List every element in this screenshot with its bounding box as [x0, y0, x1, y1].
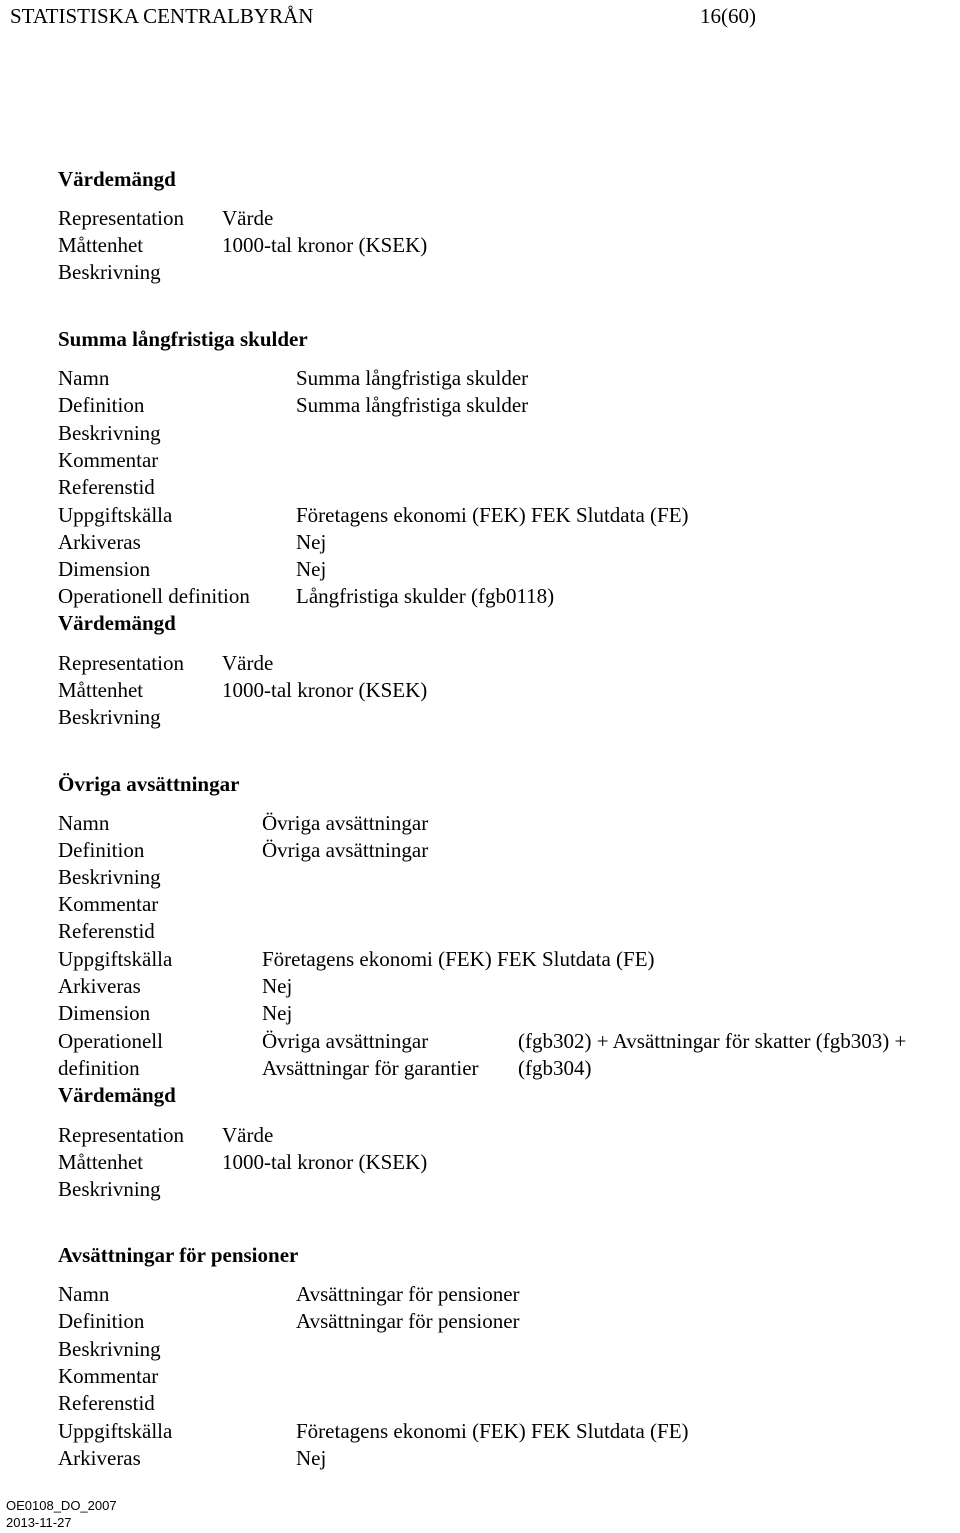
archived-label: Arkiveras — [58, 1446, 141, 1470]
name-value: Avsättningar för pensioner — [296, 1282, 520, 1306]
representation-label: Representation — [58, 1123, 184, 1147]
representation-value: Värde — [222, 1123, 274, 1147]
operational-definition-value: (fgb304) — [518, 1056, 592, 1080]
operational-definition-label: Operationell definition — [58, 584, 250, 608]
value-domain-heading: Värdemängd — [58, 167, 176, 191]
reference-time-label: Referenstid — [58, 475, 155, 499]
unit-value: 1000-tal kronor (KSEK) — [222, 1150, 428, 1174]
page-header-org: STATISTISKA CENTRALBYRÅN — [10, 4, 314, 28]
dimension-label: Dimension — [58, 557, 151, 581]
source-label: Uppgiftskälla — [58, 503, 173, 527]
dimension-label: Dimension — [58, 1001, 151, 1025]
source-label: Uppgiftskälla — [58, 1419, 173, 1443]
operational-definition-value: Långfristiga skulder (fgb0118) — [296, 584, 555, 608]
unit-label: Måttenhet — [58, 678, 144, 702]
unit-label: Måttenhet — [58, 1150, 144, 1174]
comment-label: Kommentar — [58, 892, 159, 916]
definition-label: Definition — [58, 393, 145, 417]
name-label: Namn — [58, 1282, 110, 1306]
operational-definition-label: Operationell — [58, 1029, 163, 1053]
archived-value: Nej — [296, 1446, 327, 1470]
name-value: Övriga avsättningar — [262, 811, 429, 835]
archived-label: Arkiveras — [58, 530, 141, 554]
definition-value: Summa långfristiga skulder — [296, 393, 529, 417]
operational-definition-value: Övriga avsättningar — [262, 1029, 429, 1053]
description-label: Beskrivning — [58, 1337, 161, 1361]
description-label: Beskrivning — [58, 260, 161, 284]
unit-label: Måttenhet — [58, 233, 144, 257]
comment-label: Kommentar — [58, 448, 159, 472]
unit-value: 1000-tal kronor (KSEK) — [222, 233, 428, 257]
description-label: Beskrivning — [58, 421, 161, 445]
representation-value: Värde — [222, 206, 274, 230]
description-label: Beskrivning — [58, 705, 161, 729]
representation-value: Värde — [222, 651, 274, 675]
name-value: Summa långfristiga skulder — [296, 366, 529, 390]
footer-doc-id: OE0108_DO_2007 — [6, 1498, 117, 1513]
operational-definition-value: (fgb302) + Avsättningar för skatter (fgb303) + — [518, 1029, 907, 1053]
unit-value: 1000-tal kronor (KSEK) — [222, 678, 428, 702]
reference-time-label: Referenstid — [58, 919, 155, 943]
footer-date: 2013-11-27 — [6, 1515, 72, 1530]
archived-value: Nej — [262, 974, 293, 998]
description-label: Beskrivning — [58, 865, 161, 889]
source-label: Uppgiftskälla — [58, 947, 173, 971]
source-value: Företagens ekonomi (FEK) FEK Slutdata (FE) — [296, 1419, 689, 1443]
comment-label: Kommentar — [58, 1364, 159, 1388]
value-domain-heading: Värdemängd — [58, 611, 176, 635]
source-value: Företagens ekonomi (FEK) FEK Slutdata (FE) — [296, 503, 689, 527]
source-value: Företagens ekonomi (FEK) FEK Slutdata (FE) — [262, 947, 655, 971]
page-number: 16(60) — [700, 4, 756, 28]
definition-value: Avsättningar för pensioner — [296, 1309, 520, 1333]
section-title: Avsättningar för pensioner — [58, 1243, 299, 1267]
section-title: Summa långfristiga skulder — [58, 327, 308, 351]
definition-label: Definition — [58, 838, 145, 862]
representation-label: Representation — [58, 206, 184, 230]
archived-label: Arkiveras — [58, 974, 141, 998]
operational-definition-value: Avsättningar för garantier — [262, 1056, 479, 1080]
section-title: Övriga avsättningar — [58, 772, 240, 796]
definition-label: Definition — [58, 1309, 145, 1333]
description-label: Beskrivning — [58, 1177, 161, 1201]
representation-label: Representation — [58, 651, 184, 675]
dimension-value: Nej — [262, 1001, 293, 1025]
name-label: Namn — [58, 366, 110, 390]
archived-value: Nej — [296, 530, 327, 554]
value-domain-heading: Värdemängd — [58, 1083, 176, 1107]
dimension-value: Nej — [296, 557, 327, 581]
operational-definition-label: definition — [58, 1056, 140, 1080]
definition-value: Övriga avsättningar — [262, 838, 429, 862]
name-label: Namn — [58, 811, 110, 835]
reference-time-label: Referenstid — [58, 1391, 155, 1415]
